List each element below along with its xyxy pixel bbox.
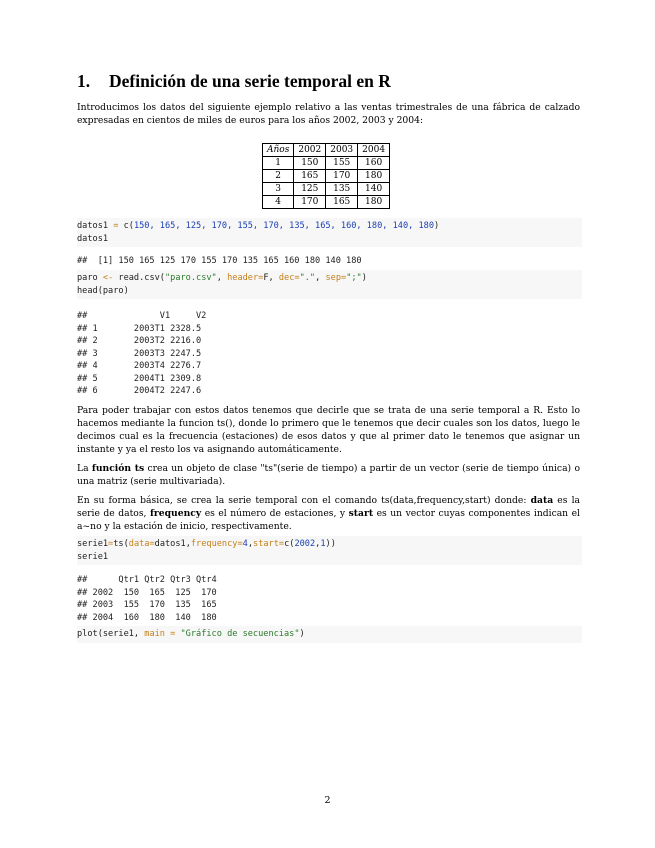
table-header-cell: 2002 [294,144,326,157]
code-operator: = [149,539,155,549]
paragraph-ts-function [77,462,580,488]
code-operator: = [164,629,181,639]
table-cell: 180 [358,196,390,209]
page-number: 2 [324,795,331,806]
table-cell: 150 [294,157,326,170]
text-run: es el número de estaciones, y [201,508,349,519]
table-cell: 4 [263,196,294,209]
table-cell: 2 [263,170,294,183]
bold-text: frequency [149,508,202,519]
code-text: plot(serie1, [77,629,145,639]
code-text: paro [77,273,103,283]
output-line: ## 4 2003T4 2276.7 [77,361,202,371]
table-row [263,183,390,196]
table-cell: 170 [294,196,326,209]
code-string: "paro.csv" [164,273,217,283]
output-line: ## 2 2003T2 2216.0 [77,336,202,346]
intro-paragraph: Introducimos los datos del siguiente ejemplo relativo a las ventas trimestrales de una fábrica de calzado expresadas en cientos de miles de euros para los años 2002, 2003 y 2004: [77,102,580,126]
paragraph-ts-command [77,494,580,533]
table-header-cell: Años [263,144,294,157]
table-cell: 165 [326,196,358,209]
code-text: datos1, [154,539,191,549]
code-text: c( [118,221,134,231]
code-number: 4 [242,539,248,549]
table-cell: 160 [358,157,390,170]
code-argument: sep [325,273,341,283]
code-text: c( [284,539,295,549]
code-string: ";" [346,273,362,283]
code-operator: = [113,221,119,231]
code-operator: = [278,539,285,549]
table-row [263,157,390,170]
code-text: , [216,273,228,283]
code-text: )) [325,539,336,549]
output-serie1 [77,574,582,624]
output-line: ## 2004 160 180 140 180 [77,612,217,623]
table-cell: 1 [263,157,294,170]
code-string: "Gráfico de secuencias" [180,629,300,639]
code-block-paro [77,270,582,299]
table-cell: 3 [263,183,294,196]
output-line: ## Qtr1 Qtr2 Qtr3 Qtr4 [77,575,217,585]
bold-text: start [348,508,374,519]
code-text: head(paro) [77,285,129,296]
code-block-plot [77,626,582,643]
code-text: ) [361,273,367,283]
code-text: datos1 [77,221,114,231]
output-paro [77,310,582,398]
code-argument: main [144,629,165,639]
text-run: es un vector cuyas componentes indican el a~no y la estación de inicio, respectivamente. [77,508,580,532]
output-datos1: ## [1] 150 165 125 170 155 170 135 165 160 180 140 180 [77,256,362,266]
code-text: , [247,539,254,549]
table-header-row [263,144,390,157]
table-row [263,196,390,209]
code-operator: = [108,539,114,549]
output-line: ## V1 V2 [77,311,207,321]
sales-table [262,143,390,209]
code-operator: = [341,273,347,283]
code-number: 1 [320,539,326,549]
section-title: Definición de una serie temporal en R [109,71,391,91]
output-line: ## 2002 150 165 125 170 [77,587,217,598]
text-run: es la serie de datos, [77,495,580,519]
output-line: ## 3 2003T3 2247.5 [77,348,202,359]
code-argument: header [227,273,259,283]
table-row [263,170,390,183]
code-text: ) [434,221,440,231]
table-cell: 170 [326,170,358,183]
code-text: ) [299,629,305,639]
section-number: 1. [77,71,91,91]
code-block-datos1 [77,218,582,247]
table-cell: 125 [294,183,326,196]
code-argument: dec [278,273,295,283]
code-text: F, [263,273,279,283]
output-line: ## 2003 155 170 135 165 [77,600,217,610]
bold-text: data [530,495,554,506]
code-text: datos1 [77,233,109,244]
code-operator: <- [102,273,114,283]
table-header-cell: 2004 [358,144,390,157]
table-cell: 135 [326,183,358,196]
code-argument: frequency [190,539,238,549]
section-heading [77,71,391,92]
code-text: serie1 [77,539,109,549]
table-cell: 165 [294,170,326,183]
table-cell: 155 [326,157,358,170]
code-block-serie1 [77,536,582,565]
code-operator: = [237,539,243,549]
output-line: ## 1 2003T1 2328.5 [77,323,202,334]
code-operator: = [258,273,264,283]
bold-text: función ts [91,463,145,474]
paragraph-ts-explanation: Para poder trabajar con estos datos tenemos que decirle que se trata de una serie temporal a R. Esto lo hacemos mediante la funcion ts(), donde lo primero que le tenemos que decir cuales son los datos, luego le decimos cual es la frecuencia (estaciones) de esos datos y que al primer dato le tenemos que asignar un instante y ya el resto los va asignando automáticamente. [77,405,580,455]
output-line: ## 5 2004T1 2309.8 [77,373,202,384]
code-argument: start [253,539,279,549]
code-text: read.csv( [113,273,165,283]
output-line: ## 6 2004T2 2247.6 [77,386,202,396]
table-header-cell: 2003 [326,144,358,157]
text-run: crea un objeto de clase "ts"(serie de tiempo) a partir de un vector (serie de tiempo única) o una matriz (serie multivariada). [77,463,580,487]
code-numbers: 150, 165, 125, 170, 155, 170, 135, 165, 160, 180, 140, 180 [133,221,435,231]
table-cell: 140 [358,183,390,196]
text-run: En su forma básica, se crea la serie temporal con el comando ts(data,frequency,start) donde: [77,495,531,506]
code-number: 2002 [294,539,316,549]
code-text: ts( [113,539,129,549]
code-text: , [315,273,326,283]
text-run: La [77,463,92,474]
code-operator: = [294,273,300,283]
code-text: , [315,539,321,549]
table-cell: 180 [358,170,390,183]
code-argument: data [128,539,150,549]
code-text: serie1 [77,551,109,562]
code-string: "." [299,273,316,283]
